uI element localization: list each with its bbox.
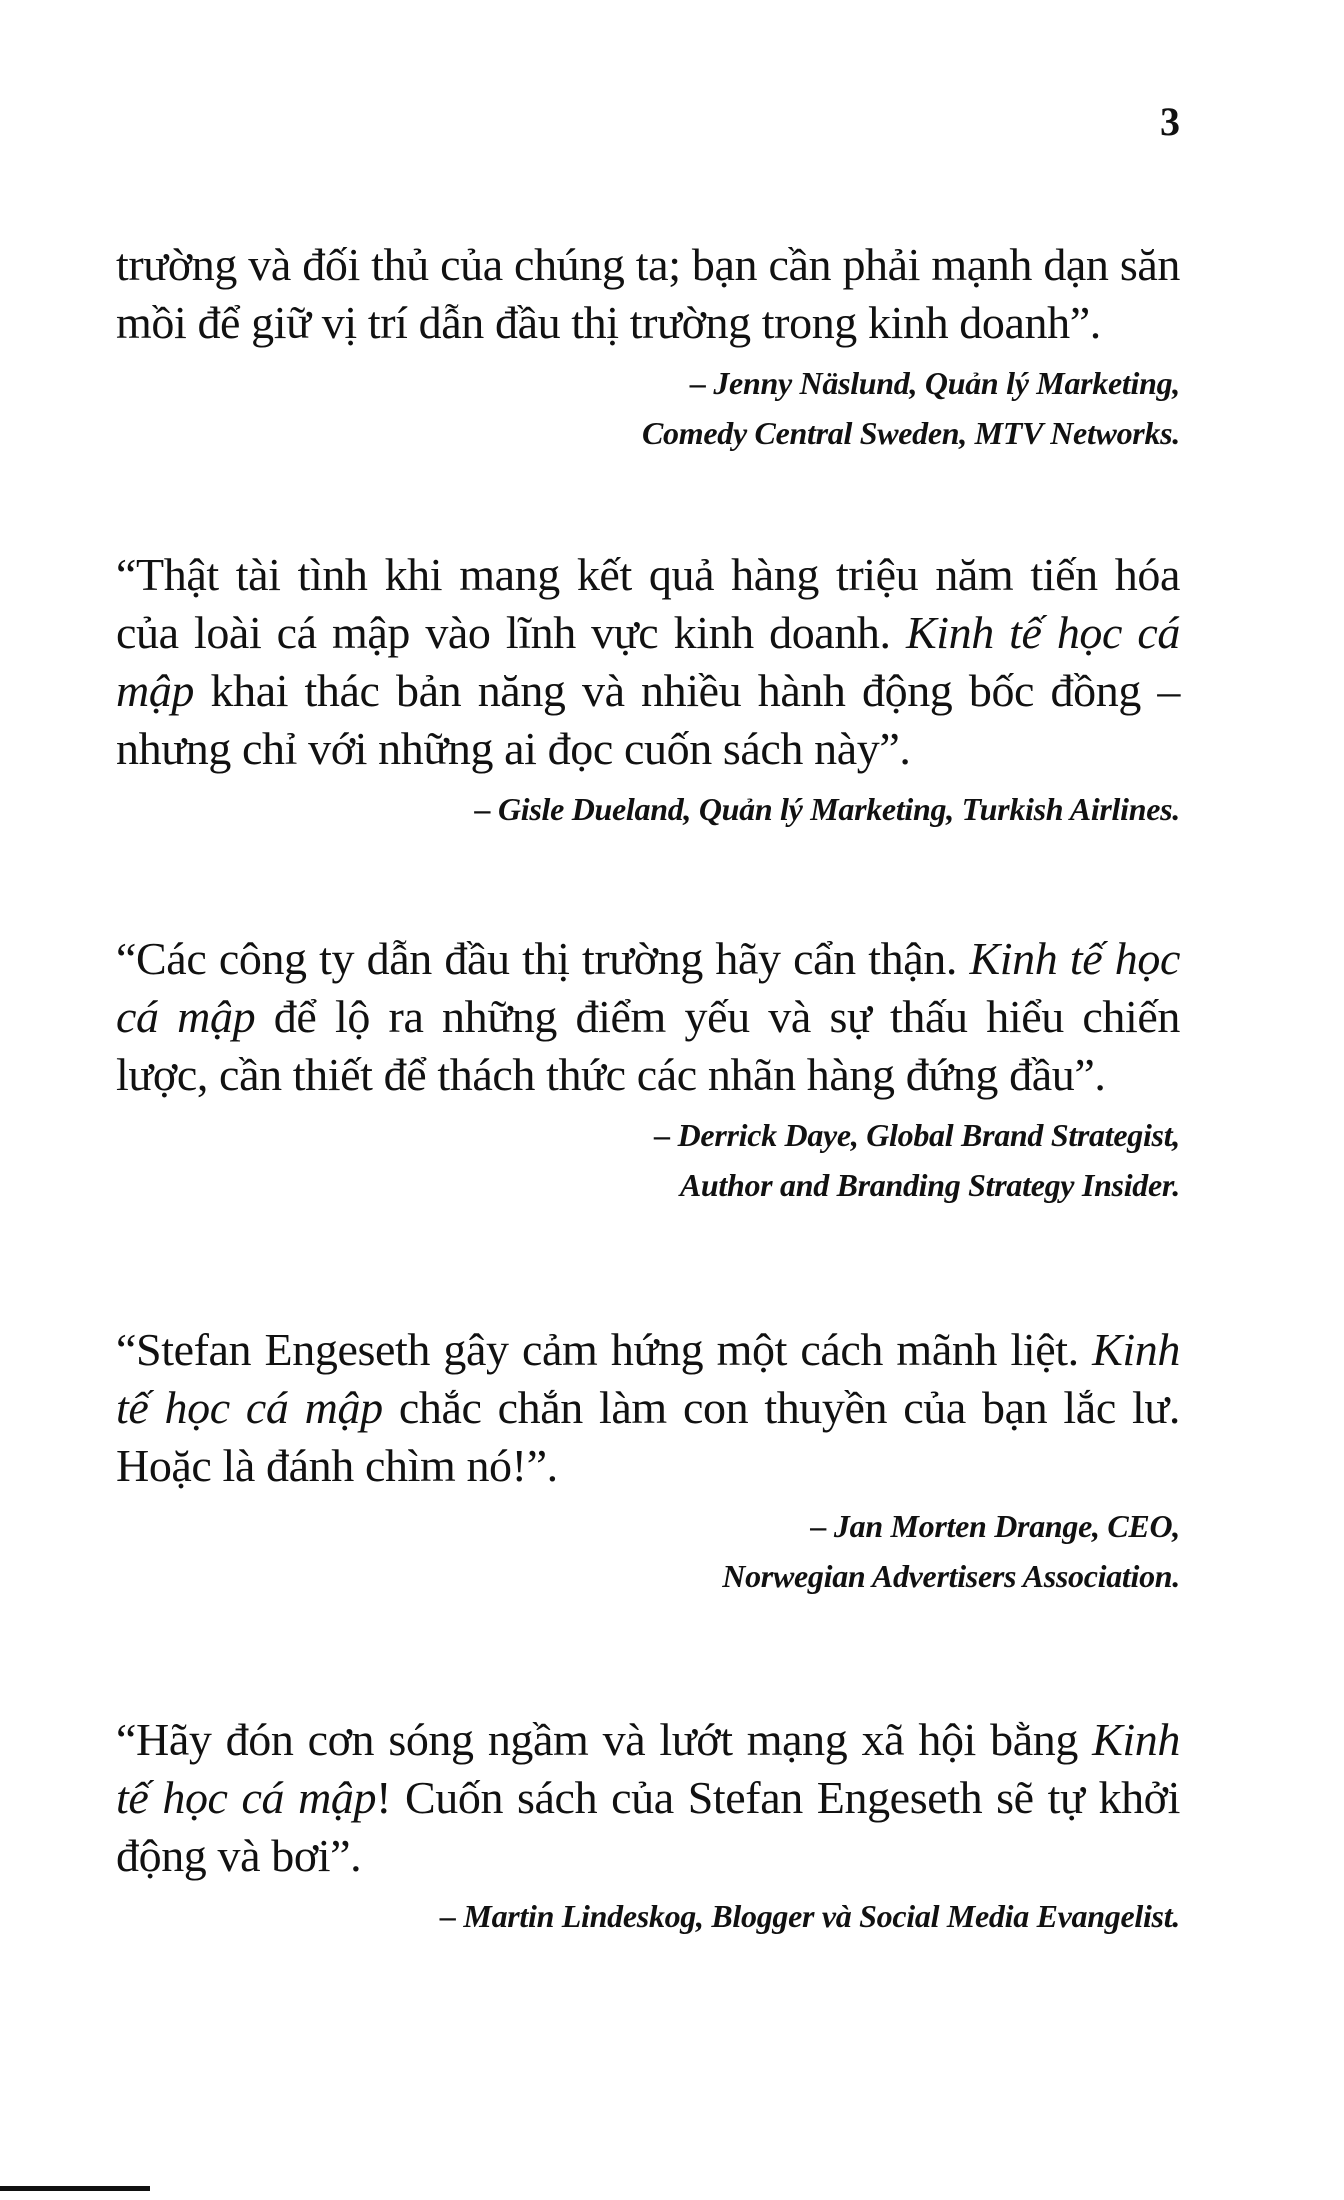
attribution-line: – Jan Morten Drange, CEO, — [810, 1508, 1180, 1544]
attribution-line: Author and Branding Strategy Insider. — [679, 1167, 1180, 1203]
attribution-line: Comedy Central Sweden, MTV Networks. — [642, 415, 1180, 451]
quote-block-4 — [116, 1321, 1180, 1601]
attribution-line: Norwegian Advertisers Association. — [722, 1558, 1180, 1594]
quote-segment: “Stefan Engeseth gây cảm hứng một cách mãnh liệt. — [116, 1324, 1093, 1375]
quote-block-1 — [116, 236, 1180, 458]
book-title-italic: Kinh tế học cá mập — [116, 933, 1180, 1042]
quote-segment: “Các công ty dẫn đầu thị trường hãy cẩn thận. — [116, 933, 970, 984]
quote-segment: khai thác bản năng và nhiều hành động bốc đồng – nhưng chỉ với những ai đọc cuốn sách này”. — [116, 665, 1180, 774]
attribution-line: – Derrick Daye, Global Brand Strategist, — [654, 1117, 1180, 1153]
quote-text — [116, 1321, 1180, 1495]
book-title-italic: Kinh tế học cá mập — [116, 1324, 1180, 1433]
quote-block-2 — [116, 546, 1180, 834]
quote-text — [116, 1711, 1180, 1885]
quote-block-3 — [116, 930, 1180, 1210]
page-number: 3 — [1160, 99, 1180, 144]
book-title-italic: Kinh tế học cá mập — [116, 1714, 1180, 1823]
quote-text — [116, 236, 1180, 352]
quote-block-5 — [116, 1711, 1180, 1941]
attribution-line: – Gisle Dueland, Quản lý Marketing, Turkish Airlines. — [474, 791, 1180, 827]
quote-text — [116, 546, 1180, 778]
quote-attribution — [116, 1891, 1180, 1941]
quote-attribution — [116, 1501, 1180, 1601]
quote-attribution — [116, 1110, 1180, 1210]
quote-segment: trường và đối thủ của chúng ta; bạn cần phải mạnh dạn săn mồi để giữ vị trí dẫn đầu thị trường trong kinh doanh”. — [116, 239, 1180, 348]
quote-segment: để lộ ra những điểm yếu và sự thấu hiểu chiến lược, cần thiết để thách thức các nhãn hàng đứng đầu”. — [116, 991, 1180, 1100]
quote-segment: ! Cuốn sách của Stefan Engeseth sẽ tự khởi động và bơi”. — [116, 1772, 1180, 1881]
attribution-line: – Martin Lindeskog, Blogger và Social Media Evangelist. — [440, 1898, 1180, 1934]
page-edge-rule — [0, 2186, 150, 2191]
quote-text — [116, 930, 1180, 1104]
quote-segment: chắc chắn làm con thuyền của bạn lắc lư. Hoặc là đánh chìm nó!”. — [116, 1382, 1180, 1491]
book-title-italic: Kinh tế học cá mập — [116, 607, 1180, 716]
quote-attribution — [116, 784, 1180, 834]
quote-attribution — [116, 358, 1180, 458]
attribution-line: – Jenny Näslund, Quản lý Marketing, — [689, 365, 1180, 401]
quote-segment: “Thật tài tình khi mang kết quả hàng triệu năm tiến hóa của loài cá mập vào lĩnh vực kinh doanh. — [116, 549, 1180, 658]
quote-segment: “Hãy đón cơn sóng ngầm và lướt mạng xã hội bằng — [116, 1714, 1093, 1765]
